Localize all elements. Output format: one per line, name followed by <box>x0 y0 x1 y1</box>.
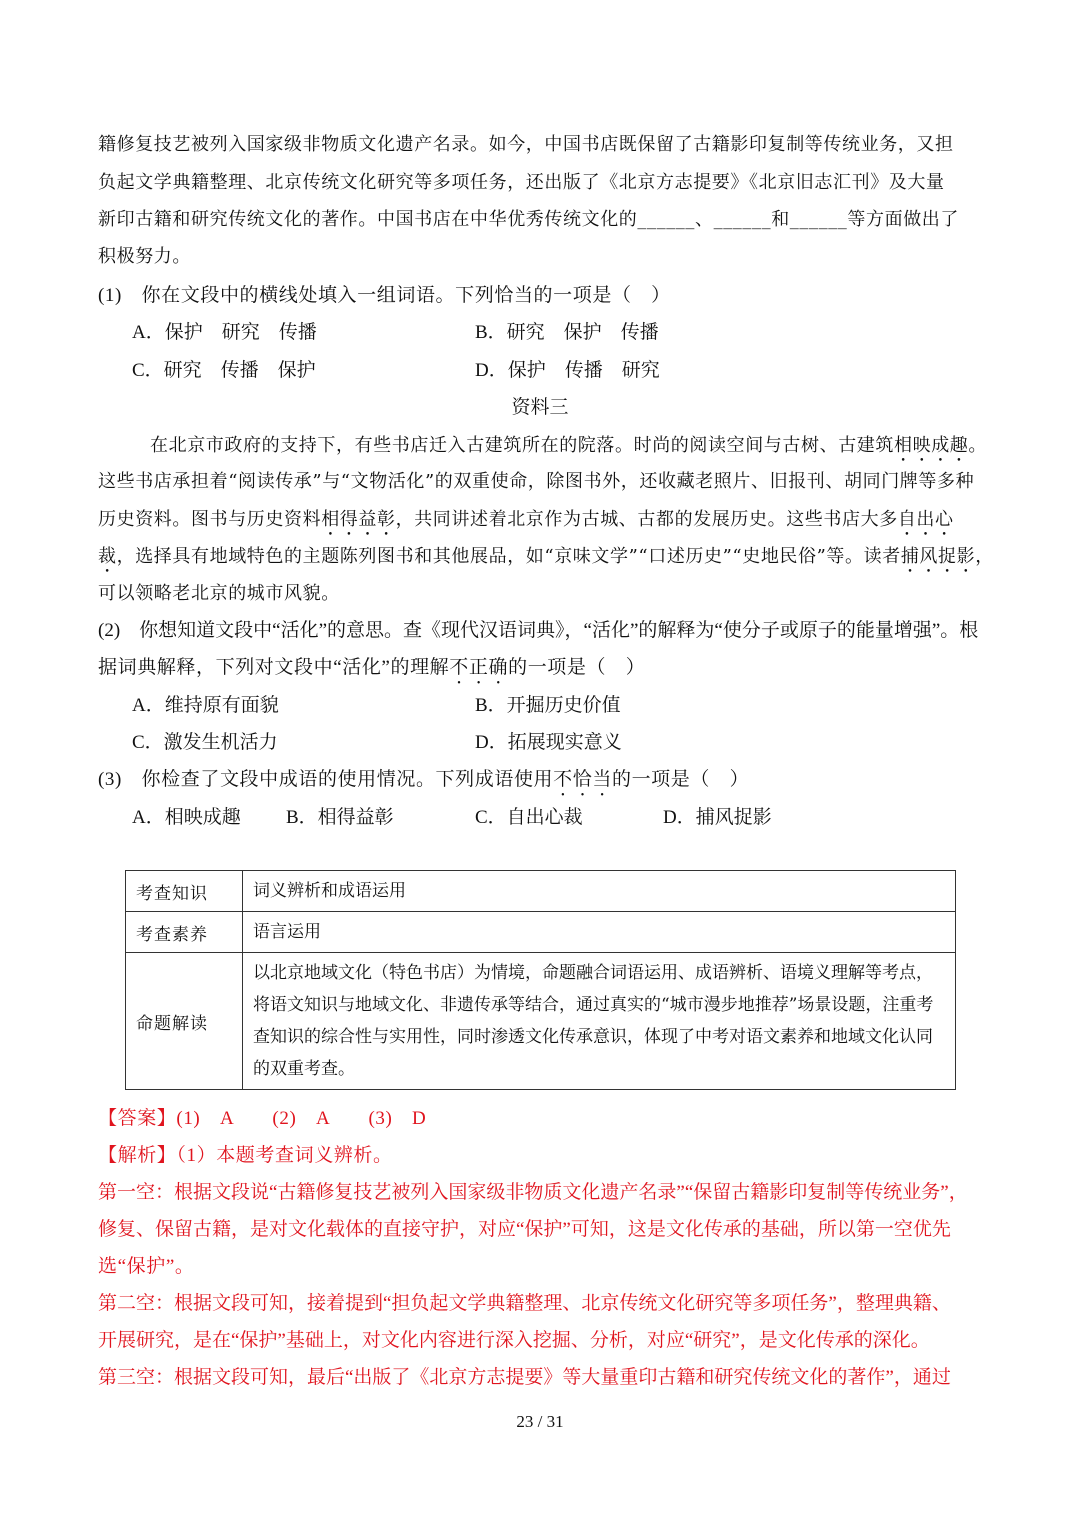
emphasis-idiom: 裁 <box>98 546 117 567</box>
question-3-stem: (3) 你检查了文段中成语的使用情况。下列成语使用不恰当的一项是（ ） <box>98 769 750 790</box>
passage-line: 历史资料。图书与历史资料相得益彰，共同讲述着北京作为古城、古都的发展历史。这些书店大多自出心 <box>98 509 954 530</box>
q1-option-a: A．保护 研究 传播 <box>132 322 317 343</box>
emphasis-idiom: 相映成趣 <box>894 435 969 456</box>
q2-option-b: B．开掘历史价值 <box>475 695 621 716</box>
question-1-stem: (1) 你在文段中的横线处填入一组词语。下列恰当的一项是（ ） <box>98 285 671 306</box>
q1-option-b: B．研究 保护 传播 <box>475 322 659 343</box>
analysis-line: 第一空：根据文段说“古籍修复技艺被列入国家级非物质文化遗产名录”“保留古籍影印复制等传统业务”， <box>98 1182 968 1203</box>
table-value: 词义辨析和成语运用 <box>243 871 956 912</box>
q3-option-a: A．相映成趣 <box>132 807 241 828</box>
analysis-line: 选“保护”。 <box>98 1256 195 1277</box>
analysis-line: 开展研究，是在“保护”基础上，对文化内容进行深入挖掘、分析，对应“研究”，是文化传承的深化。 <box>98 1330 930 1351</box>
q1-option-d: D．保护 传播 研究 <box>475 360 660 381</box>
exam-info-table <box>125 870 956 1090</box>
passage-line: 可以领略老北京的城市风貌。 <box>98 583 340 604</box>
passage-line: 积极努力。 <box>98 246 191 267</box>
q2-option-d: D．拓展现实意义 <box>475 732 622 753</box>
q2-option-c: C．激发生机活力 <box>132 732 278 753</box>
answer-line <box>98 1103 426 1130</box>
passage-line: 这些书店承担着“阅读传承”与“文物活化”的双重使命，除图书外，还收藏老照片、旧报刊、胡同门牌等多种 <box>98 471 975 492</box>
table-row <box>126 912 956 953</box>
q1-option-c: C．研究 传播 保护 <box>132 360 316 381</box>
q3-option-d: D．捕风捉影 <box>663 807 772 828</box>
analysis-line: 修复、保留古籍，是对文化载体的直接守护，对应“保护”可知，这是文化传承的基础，所以第一空优先 <box>98 1219 951 1240</box>
page-number: 23 / 31 <box>516 1412 564 1431</box>
analysis-label: 【解析】 <box>98 1145 177 1166</box>
emphasis-word: 不恰当 <box>553 769 612 790</box>
section-title: 资料三 <box>511 396 569 418</box>
passage-line: 负起文学典籍整理、北京传统文化研究等多项任务，还出版了《北京方志提要》《北京旧志汇刊》及大量 <box>98 172 945 193</box>
question-2-stem-cont: 据词典解释，下列对文段中“活化”的理解不正确的一项是（ ） <box>98 657 646 678</box>
analysis-line: 第二空：根据文段可知，接着提到“担负起文学典籍整理、北京传统文化研究等多项任务”，整理典籍、 <box>98 1293 951 1314</box>
table-key: 考查知识 <box>126 871 243 912</box>
analysis-intro: （1）本题考查词义辨析。 <box>176 1145 393 1166</box>
q2-option-a: A．维持原有面貌 <box>132 695 279 716</box>
q3-option-c: C．自出心裁 <box>475 807 583 828</box>
table-key: 考查素养 <box>126 912 243 953</box>
emphasis-idiom: 捕风捉影 <box>900 546 976 567</box>
q3-option-b: B．相得益彰 <box>286 807 394 828</box>
table-value: 以北京地域文化（特色书店）为情境，命题融合词语运用、成语辨析、语境义理解等考点，将语文知识与地域文化、非遗传承等结合，通过真实的“城市漫步地推荐”场景设题，注重考查知识的综合性与实用性，同时渗透文化传承意识，体现了中考对语文素养和地域文化认同的双重考查。 <box>243 953 956 1090</box>
passage-line: 裁，选择具有地域特色的主题陈列图书和其他展品，如“京味文学”“口述历史”“史地民俗”等。读者捕风捉影， <box>98 546 994 567</box>
emphasis-idiom: 自出心 <box>897 509 954 530</box>
passage-line: 新印古籍和研究传统文化的著作。中国书店在中华优秀传统文化的______、______和______等方面做出了 <box>98 209 959 230</box>
table-row <box>126 871 956 912</box>
emphasis-idiom: 相得益彰 <box>321 509 396 530</box>
table-value: 语言运用 <box>243 912 956 953</box>
answer-text: (1) A (2) A (3) D <box>176 1108 427 1129</box>
emphasis-word: 不正确 <box>449 657 509 678</box>
question-2-stem: (2) 你想知道文段中“活化”的意思。查《现代汉语词典》，“活化”的解释为“使分子或原子的能量增强”。根 <box>98 620 979 641</box>
analysis-line: 第三空：根据文段可知，最后“出版了《北京方志提要》等大量重印古籍和研究传统文化的著作”，通过 <box>98 1367 951 1388</box>
analysis-intro-line <box>98 1140 393 1167</box>
table-row <box>126 953 956 1090</box>
passage-line: 籍修复技艺被列入国家级非物质文化遗产名录。如今，中国书店既保留了古籍影印复制等传统业务，又担 <box>98 134 954 155</box>
table-key: 命题解读 <box>126 953 243 1090</box>
passage-line: 在北京市政府的支持下，有些书店迁入古建筑所在的院落。时尚的阅读空间与古树、古建筑相映成趣。 <box>150 435 988 456</box>
answer-label: 【答案】 <box>98 1108 177 1129</box>
